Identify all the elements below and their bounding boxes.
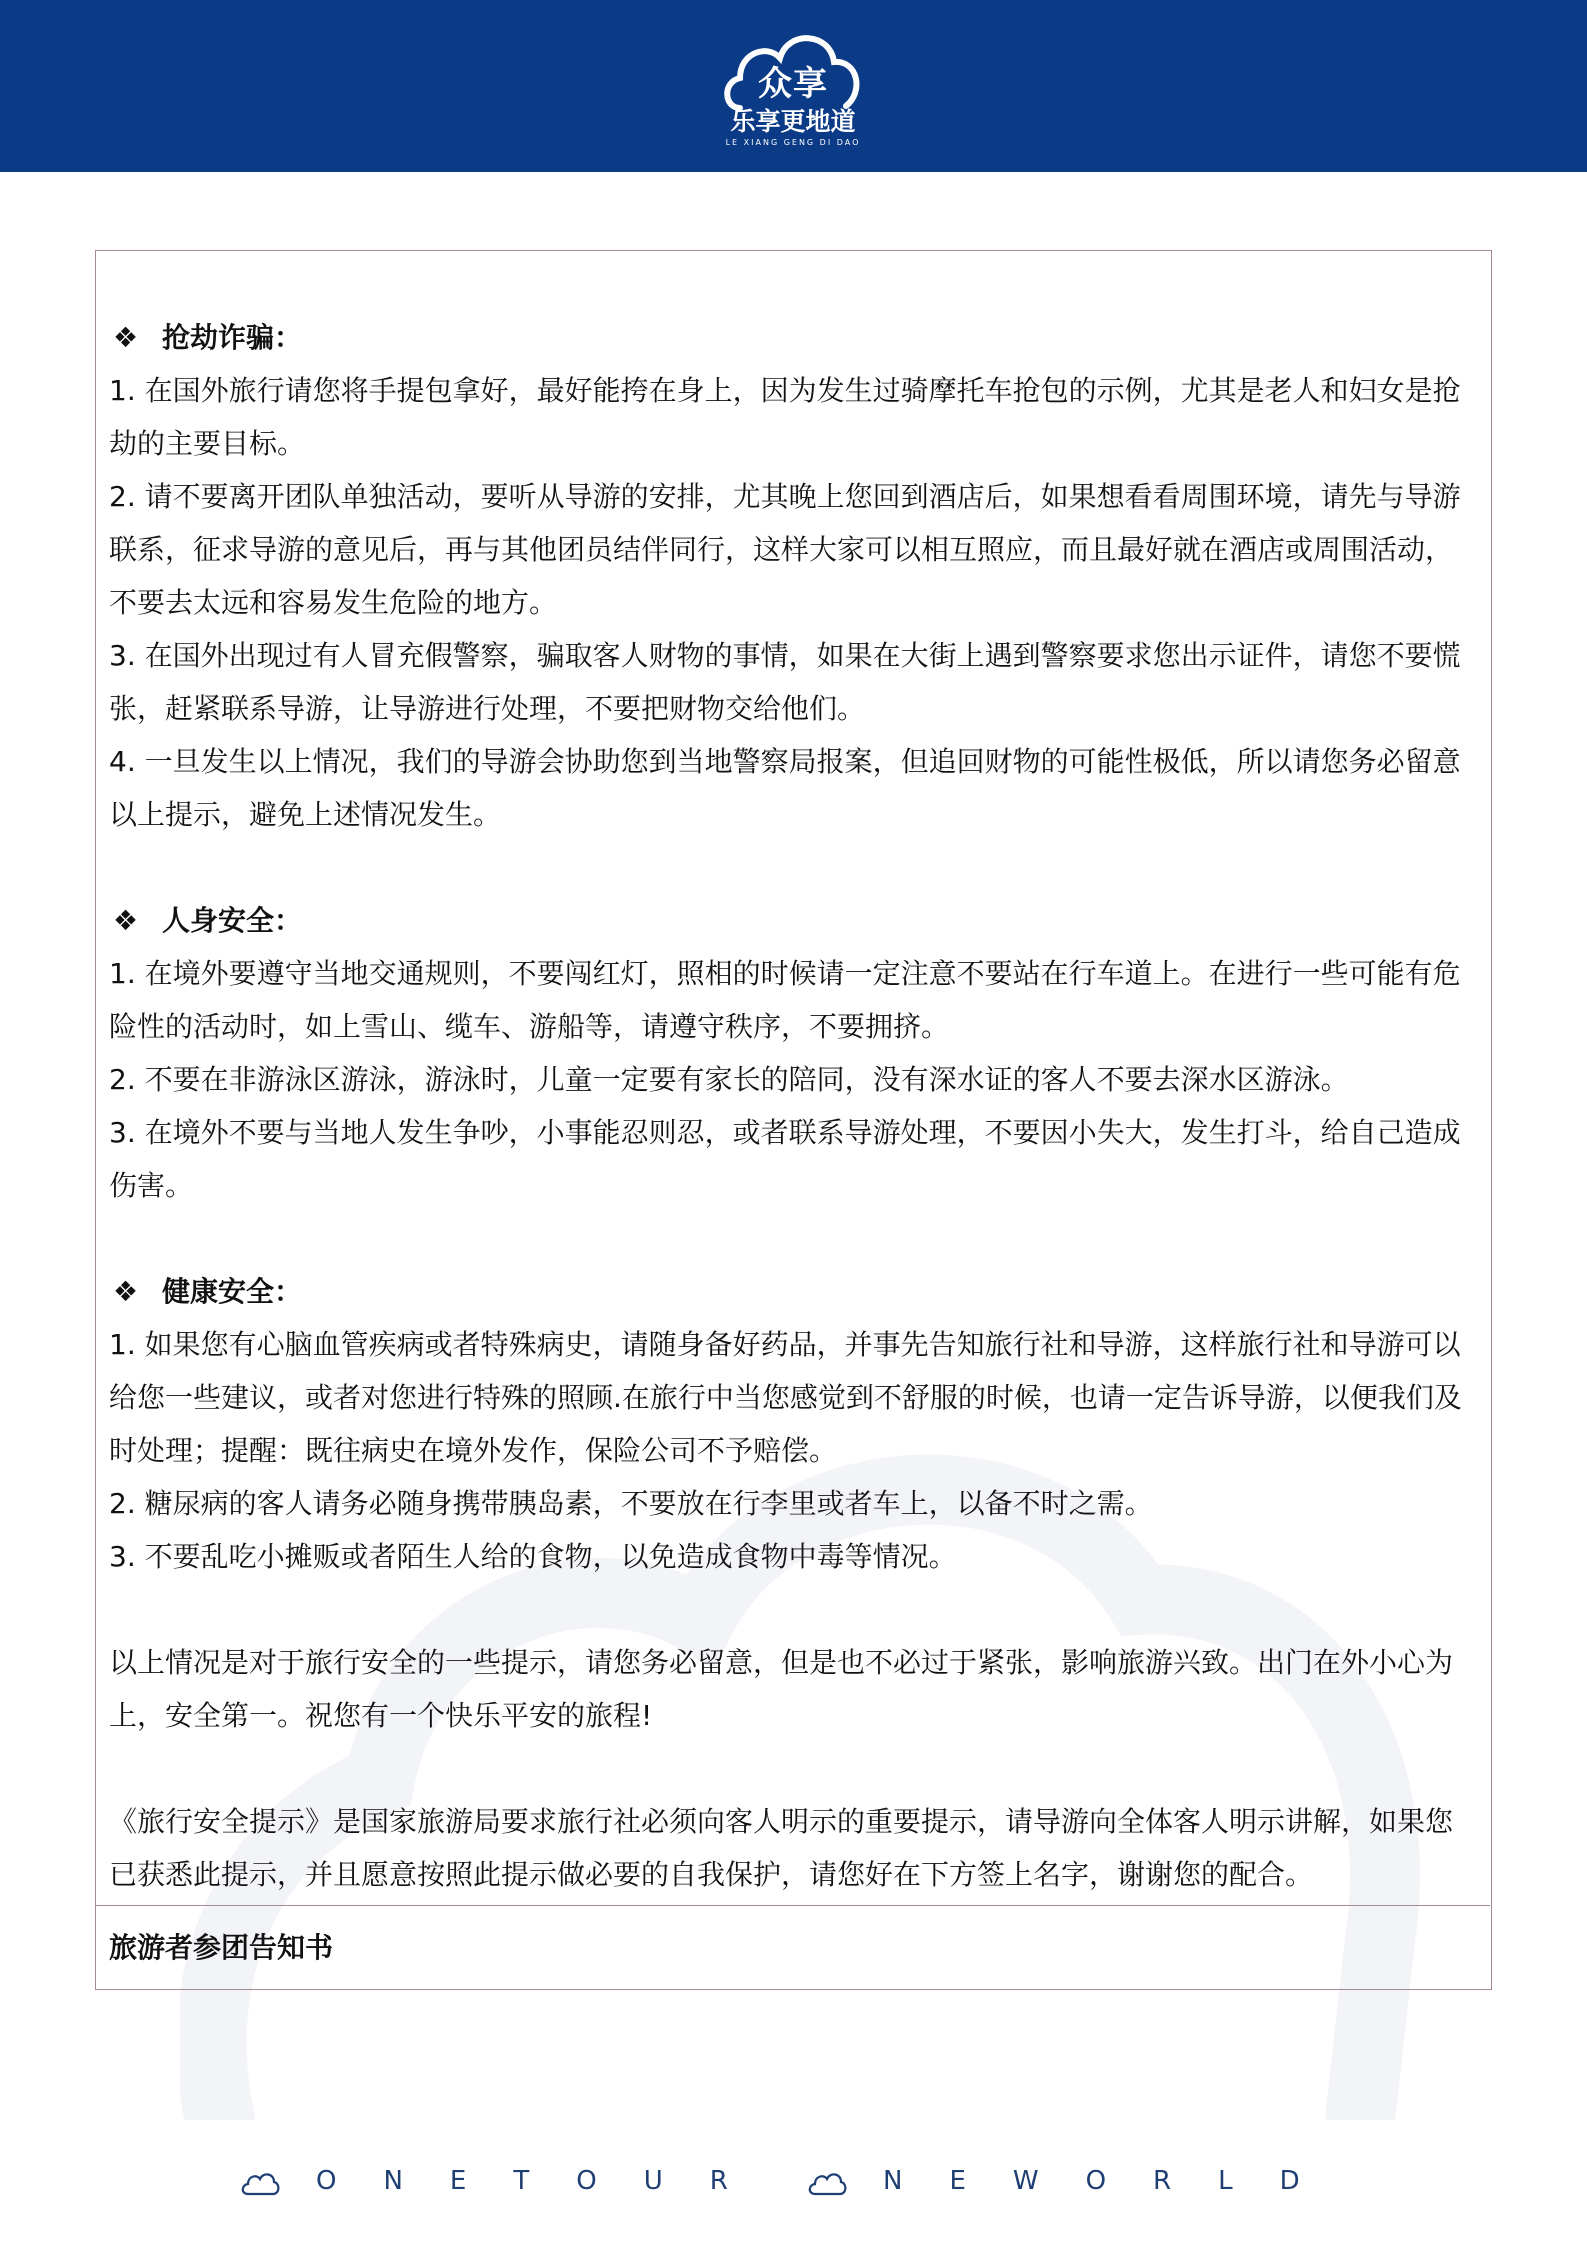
spacer	[109, 1742, 1479, 1795]
tagline-neworld: NEWORLD	[883, 2166, 1347, 2196]
paragraph: 1. 在境外要遵守当地交通规则，不要闯红灯，照相的时候请一定注意不要站在行车道上。在进行一些可能有危险性的活动时，如上雪山、缆车、游船等，请遵守秩序，不要拥挤。	[109, 957, 1461, 1043]
closing-paragraph: 《旅行安全提示》是国家旅游局要求旅行社必须向客人明示的重要提示，请导游向全体客人明示讲解，如果您已获悉此提示，并且愿意按照此提示做必要的自我保护，请您好在下方签上名字，谢谢您的配合。	[109, 1805, 1454, 1891]
paragraph: 3. 在境外不要与当地人发生争吵，小事能忍则忍，或者联系导游处理，不要因小失大，发生打斗，给自己造成伤害。	[109, 1116, 1461, 1202]
section-title: ❖ 健康安全：	[109, 1265, 1479, 1318]
page-header	[0, 0, 1587, 172]
safety-notice-box	[95, 250, 1492, 1990]
diamond-bullet-icon: ❖	[113, 904, 139, 937]
brand-name: 众享	[758, 64, 828, 104]
brand-logo	[718, 22, 868, 152]
bottom-tagline	[240, 2160, 1360, 2208]
notice-footer-row	[96, 1905, 1490, 1990]
brand-slogan-en: LE XIANG GENG DI DAO	[725, 138, 861, 147]
section-title: ❖ 人身安全：	[109, 894, 1479, 947]
section-personal-safety	[109, 894, 1479, 1212]
brand-slogan: 乐享更地道	[730, 107, 856, 136]
paragraph: 3. 不要乱吃小摊贩或者陌生人给的食物，以免造成食物中毒等情况。	[109, 1540, 957, 1573]
cloud-icon	[807, 2170, 847, 2198]
paragraph: 1. 在国外旅行请您将手提包拿好，最好能挎在身上，因为发生过骑摩托车抢包的示例，尤其是老人和妇女是抢劫的主要目标。	[109, 374, 1461, 460]
paragraph: 2. 不要在非游泳区游泳，游泳时，儿童一定要有家长的陪同，没有深水证的客人不要去深水区游泳。	[109, 1063, 1349, 1096]
tagline-onetour: ONETOUR	[316, 2166, 775, 2196]
spacer	[109, 1212, 1479, 1265]
footer-label: 旅游者参团告知书	[109, 1931, 334, 1964]
cloud-icon	[240, 2170, 280, 2198]
paragraph: 4. 一旦发生以上情况，我们的导游会协助您到当地警察局报案，但追回财物的可能性极低，所以请您务必留意以上提示，避免上述情况发生。	[109, 745, 1461, 831]
spacer	[109, 841, 1479, 894]
section-health-safety	[109, 1265, 1479, 1583]
section-robbery	[109, 311, 1479, 841]
diamond-bullet-icon: ❖	[113, 1275, 139, 1308]
diamond-bullet-icon: ❖	[113, 321, 139, 354]
closing-paragraph: 以上情况是对于旅行安全的一些提示，请您务必留意，但是也不必过于紧张，影响旅游兴致。出门在外小心为上，安全第一。祝您有一个快乐平安的旅程!	[109, 1646, 1454, 1732]
paragraph: 1. 如果您有心脑血管疾病或者特殊病史，请随身备好药品，并事先告知旅行社和导游，这样旅行社和导游可以给您一些建议，或者对您进行特殊的照顾.在旅行中当您感觉到不舒服的时候，也请一定告诉导游，以便我们及时处理；提醒：既往病史在境外发作，保险公司不予赔偿。	[109, 1328, 1462, 1467]
paragraph: 3. 在国外出现过有人冒充假警察，骗取客人财物的事情，如果在大街上遇到警察要求您出示证件，请您不要慌张，赶紧联系导游，让导游进行处理，不要把财物交给他们。	[109, 639, 1461, 725]
paragraph: 2. 请不要离开团队单独活动，要听从导游的安排，尤其晚上您回到酒店后，如果想看看周围环境，请先与导游联系，征求导游的意见后，再与其他团员结伴同行，这样大家可以相互照应，而且最好就在酒店或周围活动，不要去太远和容易发生危险的地方。	[109, 480, 1461, 619]
section-title: ❖ 抢劫诈骗：	[109, 311, 1479, 364]
notice-content	[109, 311, 1479, 1901]
spacer	[109, 1583, 1479, 1636]
paragraph: 2. 糖尿病的客人请务必随身携带胰岛素，不要放在行李里或者车上，以备不时之需。	[109, 1487, 1153, 1520]
